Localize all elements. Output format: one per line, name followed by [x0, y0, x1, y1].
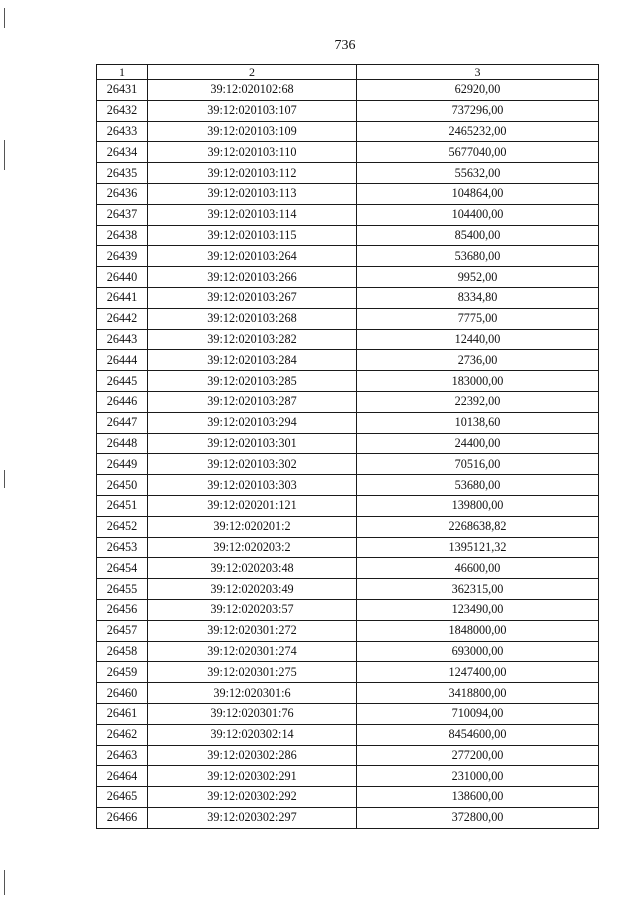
table-row	[97, 558, 599, 579]
row-number-cell: 26463	[97, 745, 148, 766]
table-row	[97, 412, 599, 433]
table-row	[97, 537, 599, 558]
row-number-cell: 26432	[97, 100, 148, 121]
value-cell: 693000,00	[357, 641, 599, 662]
table-row	[97, 516, 599, 537]
row-number-cell: 26441	[97, 287, 148, 308]
row-number-cell: 26447	[97, 412, 148, 433]
cadastral-number-cell: 39:12:020103:301	[148, 433, 357, 454]
table-row	[97, 433, 599, 454]
row-number-cell: 26439	[97, 246, 148, 267]
cadastral-number-cell: 39:12:020302:297	[148, 807, 357, 828]
value-cell: 46600,00	[357, 558, 599, 579]
cadastral-number-cell: 39:12:020103:282	[148, 329, 357, 350]
value-cell: 183000,00	[357, 371, 599, 392]
cadastral-number-cell: 39:12:020203:48	[148, 558, 357, 579]
cadastral-number-cell: 39:12:020103:303	[148, 475, 357, 496]
table-header-row	[97, 65, 599, 80]
value-cell: 1395121,32	[357, 537, 599, 558]
row-number-cell: 26460	[97, 683, 148, 704]
value-cell: 24400,00	[357, 433, 599, 454]
table-row	[97, 807, 599, 828]
cadastral-number-cell: 39:12:020302:291	[148, 766, 357, 787]
page-number: 736	[334, 38, 356, 53]
value-cell: 7775,00	[357, 308, 599, 329]
row-number-cell: 26431	[97, 80, 148, 101]
row-number-cell: 26455	[97, 579, 148, 600]
value-cell: 138600,00	[357, 787, 599, 808]
row-number-cell: 26451	[97, 495, 148, 516]
value-cell: 277200,00	[357, 745, 599, 766]
cadastral-number-cell: 39:12:020103:113	[148, 183, 357, 204]
table-row	[97, 391, 599, 412]
value-cell: 8454600,00	[357, 724, 599, 745]
table-row	[97, 287, 599, 308]
cadastral-number-cell: 39:12:020103:268	[148, 308, 357, 329]
row-number-cell: 26459	[97, 662, 148, 683]
value-cell: 362315,00	[357, 579, 599, 600]
table-row	[97, 724, 599, 745]
value-cell: 62920,00	[357, 80, 599, 101]
table-row	[97, 142, 599, 163]
value-cell: 737296,00	[357, 100, 599, 121]
cadastral-number-cell: 39:12:020301:6	[148, 683, 357, 704]
value-cell: 9952,00	[357, 267, 599, 288]
row-number-cell: 26436	[97, 183, 148, 204]
cadastral-number-cell: 39:12:020301:274	[148, 641, 357, 662]
row-number-cell: 26435	[97, 163, 148, 184]
value-cell: 2465232,00	[357, 121, 599, 142]
cadastral-number-cell: 39:12:020302:14	[148, 724, 357, 745]
value-cell: 3418800,00	[357, 683, 599, 704]
data-table	[96, 64, 599, 829]
cadastral-number-cell: 39:12:020103:110	[148, 142, 357, 163]
value-cell: 104400,00	[357, 204, 599, 225]
table-row	[97, 183, 599, 204]
value-cell: 104864,00	[357, 183, 599, 204]
value-cell: 70516,00	[357, 454, 599, 475]
table-row	[97, 495, 599, 516]
value-cell: 1848000,00	[357, 620, 599, 641]
cadastral-number-cell: 39:12:020301:275	[148, 662, 357, 683]
row-number-cell: 26450	[97, 475, 148, 496]
table-row	[97, 662, 599, 683]
table-row	[97, 350, 599, 371]
cadastral-number-cell: 39:12:020103:284	[148, 350, 357, 371]
scan-edge-mark	[4, 470, 5, 488]
cadastral-number-cell: 39:12:020103:112	[148, 163, 357, 184]
column-header: 1	[97, 65, 148, 80]
cadastral-number-cell: 39:12:020301:76	[148, 703, 357, 724]
row-number-cell: 26464	[97, 766, 148, 787]
cadastral-number-cell: 39:12:020103:267	[148, 287, 357, 308]
row-number-cell: 26461	[97, 703, 148, 724]
table-row	[97, 703, 599, 724]
table-row	[97, 620, 599, 641]
value-cell: 53680,00	[357, 246, 599, 267]
row-number-cell: 26465	[97, 787, 148, 808]
row-number-cell: 26452	[97, 516, 148, 537]
row-number-cell: 26443	[97, 329, 148, 350]
scan-edge-mark	[4, 870, 5, 895]
row-number-cell: 26462	[97, 724, 148, 745]
value-cell: 372800,00	[357, 807, 599, 828]
row-number-cell: 26457	[97, 620, 148, 641]
table-row	[97, 454, 599, 475]
value-cell: 2736,00	[357, 350, 599, 371]
value-cell: 139800,00	[357, 495, 599, 516]
cadastral-number-cell: 39:12:020203:2	[148, 537, 357, 558]
table-row	[97, 641, 599, 662]
cadastral-number-cell: 39:12:020103:115	[148, 225, 357, 246]
column-header: 2	[148, 65, 357, 80]
cadastral-number-cell: 39:12:020103:287	[148, 391, 357, 412]
cadastral-number-cell: 39:12:020201:2	[148, 516, 357, 537]
cadastral-number-cell: 39:12:020103:266	[148, 267, 357, 288]
column-header: 3	[357, 65, 599, 80]
value-cell: 1247400,00	[357, 662, 599, 683]
row-number-cell: 26466	[97, 807, 148, 828]
row-number-cell: 26437	[97, 204, 148, 225]
row-number-cell: 26454	[97, 558, 148, 579]
table-row	[97, 683, 599, 704]
table-row	[97, 80, 599, 101]
row-number-cell: 26440	[97, 267, 148, 288]
scan-edge-mark	[4, 8, 5, 28]
value-cell: 12440,00	[357, 329, 599, 350]
value-cell: 85400,00	[357, 225, 599, 246]
cadastral-number-cell: 39:12:020103:302	[148, 454, 357, 475]
cadastral-number-cell: 39:12:020103:294	[148, 412, 357, 433]
table-row	[97, 766, 599, 787]
cadastral-number-cell: 39:12:020301:272	[148, 620, 357, 641]
value-cell: 5677040,00	[357, 142, 599, 163]
cadastral-number-cell: 39:12:020102:68	[148, 80, 357, 101]
cadastral-number-cell: 39:12:020302:286	[148, 745, 357, 766]
row-number-cell: 26449	[97, 454, 148, 475]
table-row	[97, 121, 599, 142]
row-number-cell: 26446	[97, 391, 148, 412]
cadastral-number-cell: 39:12:020103:114	[148, 204, 357, 225]
value-cell: 55632,00	[357, 163, 599, 184]
table-row	[97, 745, 599, 766]
value-cell: 8334,80	[357, 287, 599, 308]
row-number-cell: 26433	[97, 121, 148, 142]
row-number-cell: 26456	[97, 599, 148, 620]
table-row	[97, 225, 599, 246]
value-cell: 710094,00	[357, 703, 599, 724]
cadastral-number-cell: 39:12:020203:57	[148, 599, 357, 620]
cadastral-number-cell: 39:12:020203:49	[148, 579, 357, 600]
table-row	[97, 100, 599, 121]
row-number-cell: 26434	[97, 142, 148, 163]
table-body	[97, 80, 599, 829]
value-cell: 231000,00	[357, 766, 599, 787]
row-number-cell: 26448	[97, 433, 148, 454]
value-cell: 123490,00	[357, 599, 599, 620]
cadastral-number-cell: 39:12:020302:292	[148, 787, 357, 808]
table-row	[97, 475, 599, 496]
value-cell: 10138,60	[357, 412, 599, 433]
value-cell: 22392,00	[357, 391, 599, 412]
value-cell: 53680,00	[357, 475, 599, 496]
value-cell: 2268638,82	[357, 516, 599, 537]
row-number-cell: 26458	[97, 641, 148, 662]
row-number-cell: 26444	[97, 350, 148, 371]
table-row	[97, 579, 599, 600]
table-row	[97, 371, 599, 392]
table-row	[97, 308, 599, 329]
scan-edge-mark	[4, 140, 5, 170]
row-number-cell: 26442	[97, 308, 148, 329]
cadastral-number-cell: 39:12:020103:109	[148, 121, 357, 142]
table-row	[97, 267, 599, 288]
table-row	[97, 787, 599, 808]
row-number-cell: 26445	[97, 371, 148, 392]
cadastral-number-cell: 39:12:020103:285	[148, 371, 357, 392]
cadastral-number-cell: 39:12:020103:264	[148, 246, 357, 267]
row-number-cell: 26438	[97, 225, 148, 246]
table-row	[97, 204, 599, 225]
row-number-cell: 26453	[97, 537, 148, 558]
table-row	[97, 599, 599, 620]
cadastral-number-cell: 39:12:020201:121	[148, 495, 357, 516]
table-row	[97, 163, 599, 184]
table-row	[97, 329, 599, 350]
table-row	[97, 246, 599, 267]
cadastral-number-cell: 39:12:020103:107	[148, 100, 357, 121]
